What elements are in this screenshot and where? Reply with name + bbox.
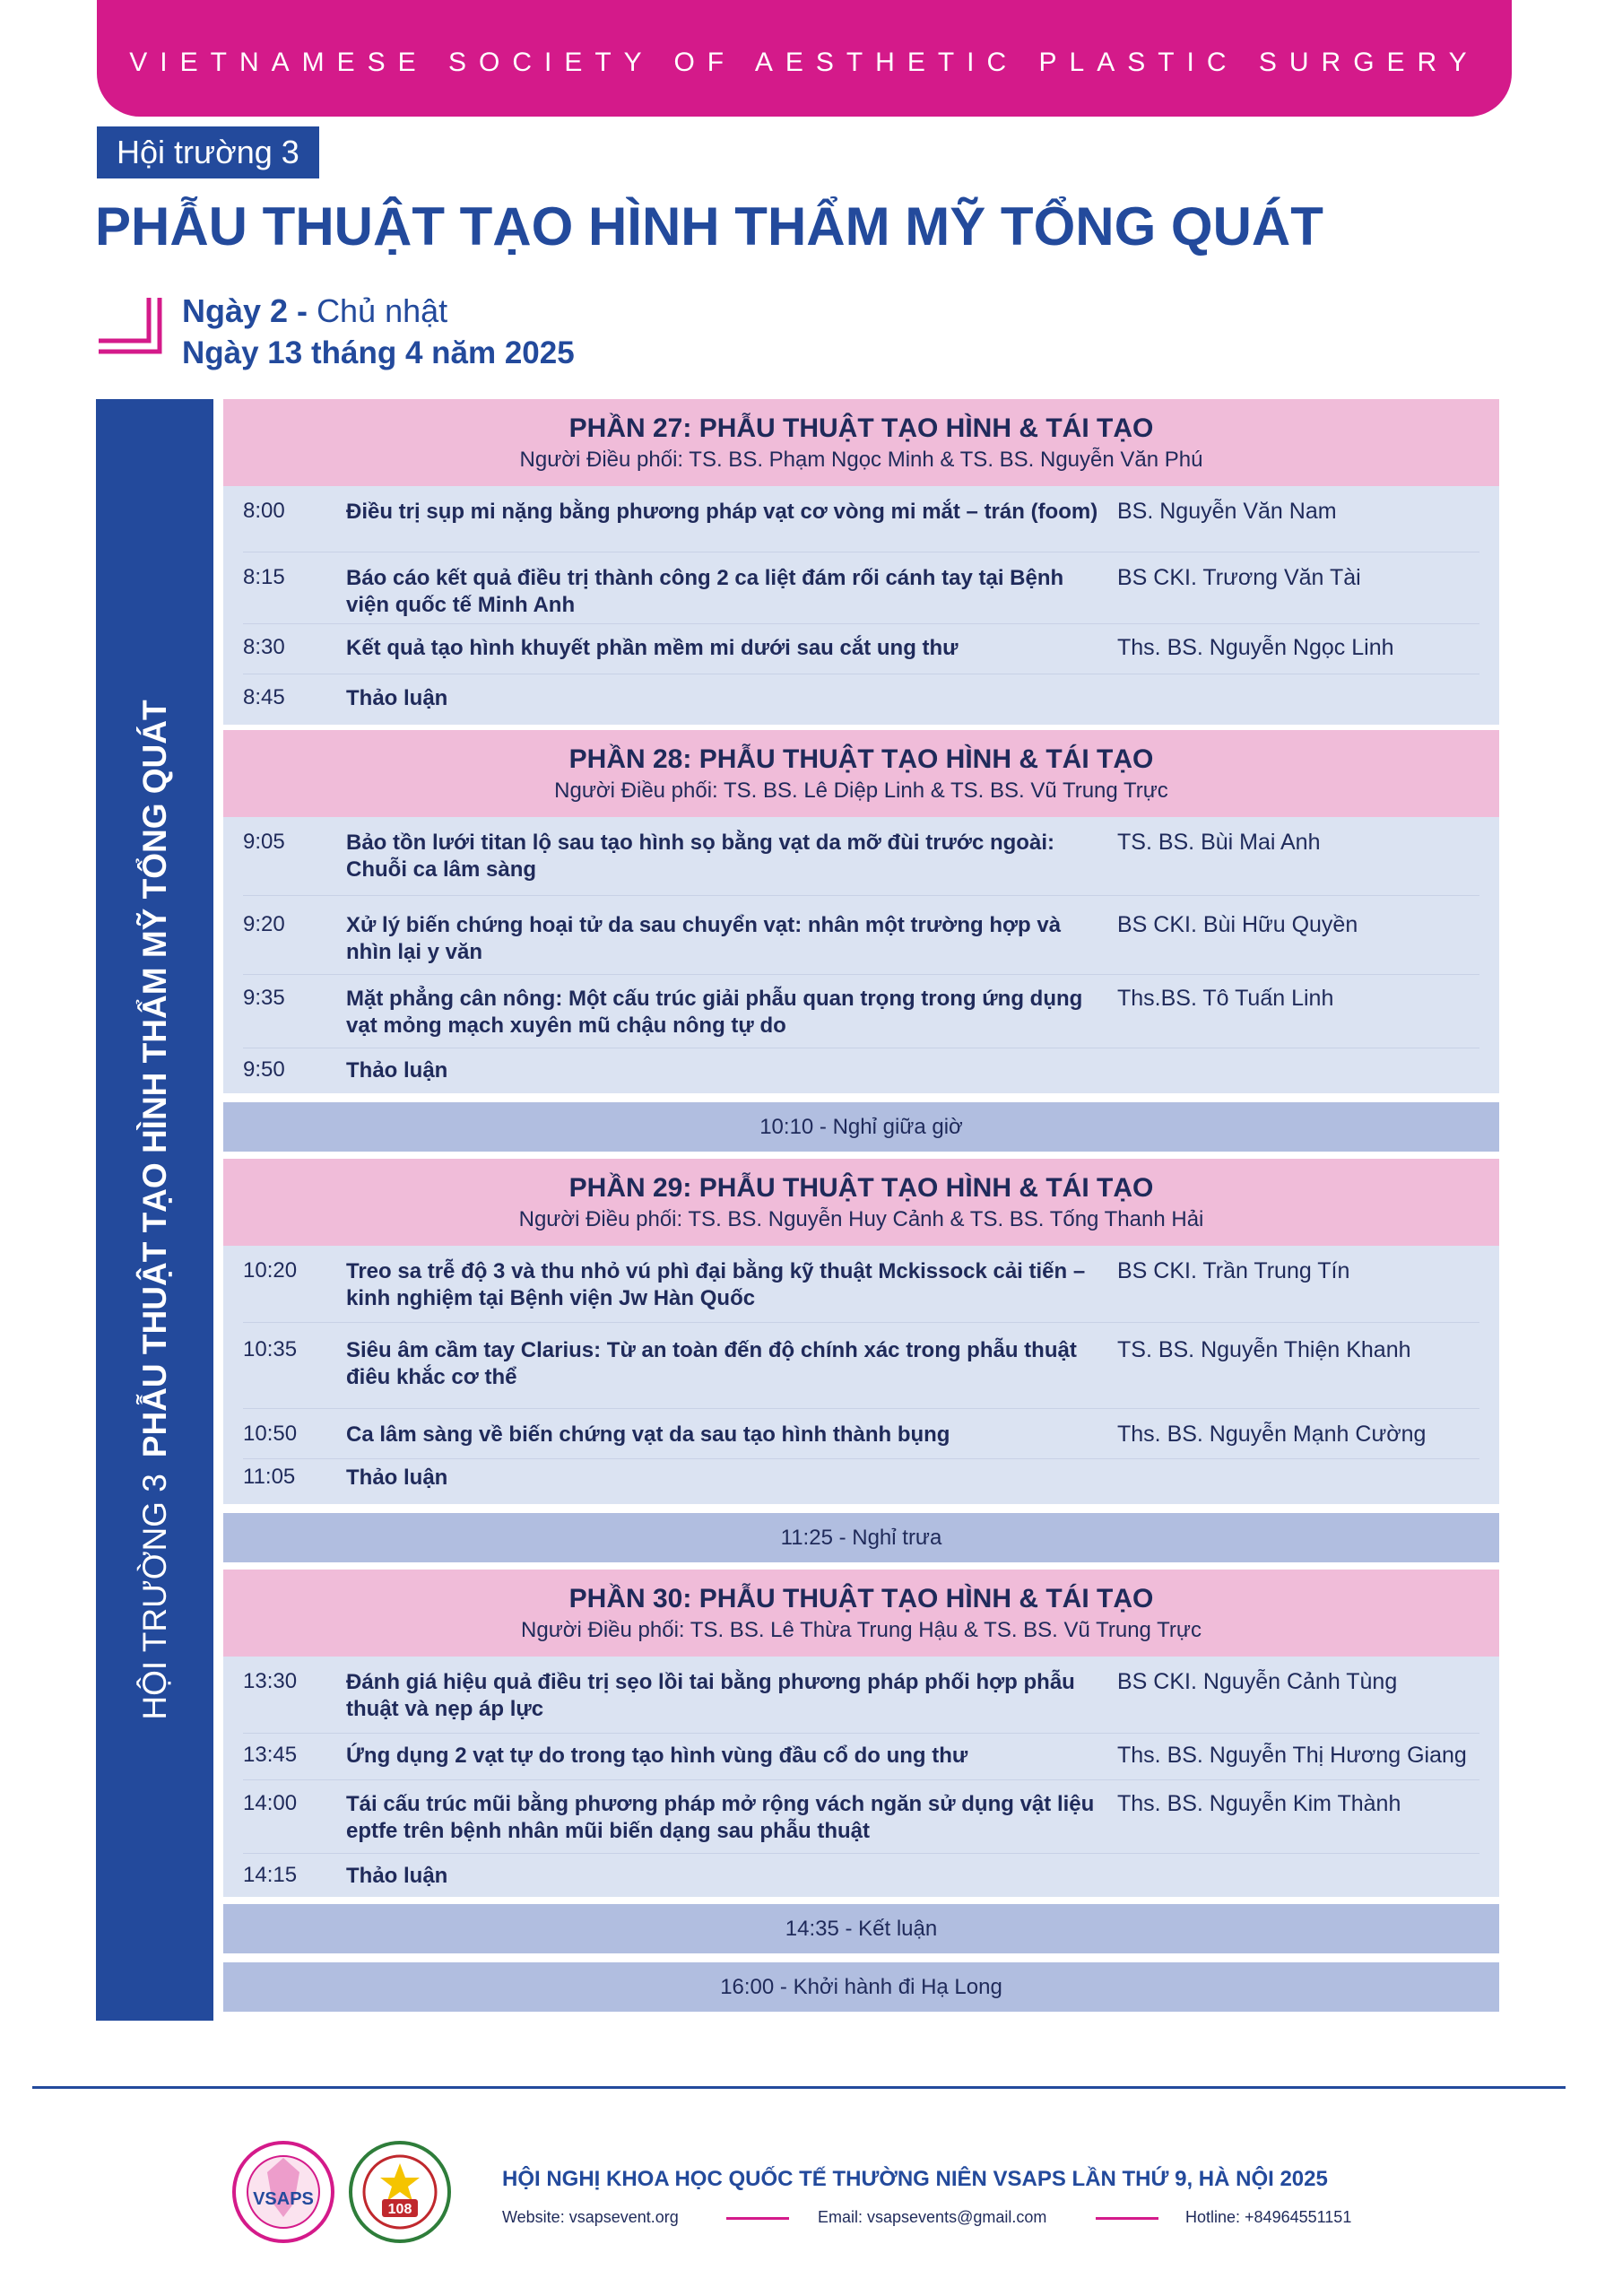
row-speaker: TS. BS. Nguyễn Thiện Khanh	[1117, 1337, 1411, 1362]
session-moderators: Người Điều phối: TS. BS. Nguyễn Huy Cảnh & TS. BS. Tống Thanh Hải	[518, 1206, 1204, 1231]
row-time: 8:45	[243, 685, 285, 709]
side-label	[136, 700, 174, 1719]
row-topic: Tái cấu trúc mũi bằng phương pháp mở rộng vách ngăn sử dụng vật liệu eptfe trên bệnh nhân mũi biến dạng sau phẫu thuật	[346, 1792, 1095, 1843]
row-time: 10:20	[243, 1258, 298, 1283]
row-time: 9:05	[243, 830, 285, 854]
row-speaker: TS. BS. Bùi Mai Anh	[1117, 830, 1321, 855]
session-body	[223, 1657, 1499, 1897]
row-speaker: BS. Nguyễn Văn Nam	[1117, 499, 1337, 524]
row-time: 9:50	[243, 1057, 285, 1082]
row-topic: Bảo tồn lưới titan lộ sau tạo hình sọ bằng vạt da mỡ đùi trước ngoài: Chuỗi ca lâm sàng	[346, 831, 1054, 882]
schedule-row	[243, 1780, 1479, 1854]
side-hall: HỘI TRƯỜNG 3	[135, 1474, 173, 1720]
session-moderators: Người Điều phối: TS. BS. Lê Thừa Trung Hậu & TS. BS. Vũ Trung Trực	[521, 1617, 1202, 1642]
society-name: VIETNAMESE SOCIETY OF AESTHETIC PLASTIC SURGERY	[129, 48, 1479, 77]
schedule-row	[243, 624, 1479, 674]
row-topic: Mặt phẳng cân nông: Một cấu trúc giải phẫu quan trọng trong ứng dụng vạt mỏng mạch xuyên mũ chậu nông tự do	[346, 987, 1083, 1038]
row-speaker: BS CKI. Bùi Hữu Quyền	[1117, 912, 1358, 937]
schedule-row	[243, 1854, 1479, 1897]
hospital-108-logo-icon	[348, 2140, 452, 2244]
session-title: PHẦN 30: PHẪU THUẬT TẠO HÌNH & TÁI TẠO	[568, 1583, 1154, 1613]
weekday: Chủ nhật	[317, 292, 448, 329]
row-time: 11:05	[243, 1465, 296, 1489]
row-topic: Siêu âm cầm tay Clarius: Từ an toàn đến độ chính xác trong phẫu thuật điêu khắc cơ thể	[346, 1338, 1077, 1389]
schedule-row	[243, 1048, 1479, 1093]
row-topic: Kết quả tạo hình khuyết phần mềm mi dưới sau cắt ung thư	[346, 636, 959, 660]
session-moderators: Người Điều phối: TS. BS. Lê Diệp Linh & TS. BS. Vũ Trung Trực	[554, 778, 1168, 803]
session-body	[223, 1246, 1499, 1504]
date-day	[182, 292, 447, 330]
row-topic: Thảo luận	[346, 1058, 448, 1083]
row-time: 13:30	[243, 1669, 298, 1693]
row-time: 14:00	[243, 1791, 298, 1815]
row-time: 14:15	[243, 1863, 298, 1887]
svg-text:VSAPS: VSAPS	[253, 2189, 314, 2209]
session-title: PHẦN 29: PHẪU THUẬT TẠO HÌNH & TÁI TẠO	[568, 1172, 1154, 1203]
session-title: PHẦN 28: PHẪU THUẬT TẠO HÌNH & TÁI TẠO	[568, 744, 1154, 774]
row-time: 8:00	[243, 499, 285, 523]
schedule-row	[243, 975, 1479, 1048]
schedule-row	[243, 1323, 1479, 1409]
day-label: Ngày 2 -	[182, 292, 308, 329]
row-topic: Điều trị sụp mi nặng bằng phương pháp vạt cơ vòng mi mắt – trán (foom)	[346, 500, 1098, 524]
footer-divider	[32, 2086, 1566, 2089]
session-body	[223, 817, 1499, 1093]
corner-bracket-icon	[97, 296, 165, 357]
row-speaker: BS CKI. Trần Trung Tín	[1117, 1258, 1350, 1283]
break-bar: 14:35 - Kết luận	[223, 1904, 1499, 1953]
schedule-row	[243, 1657, 1479, 1734]
row-speaker: Ths. BS. Nguyễn Kim Thành	[1117, 1791, 1401, 1816]
row-time: 10:35	[243, 1337, 298, 1361]
row-topic: Ca lâm sàng về biến chứng vạt da sau tạo hình thành bụng	[346, 1422, 950, 1447]
row-speaker: Ths. BS. Nguyễn Ngọc Linh	[1117, 635, 1394, 660]
schedule-row	[243, 674, 1479, 725]
row-time: 8:30	[243, 635, 285, 659]
session-title: PHẦN 27: PHẪU THUẬT TẠO HÌNH & TÁI TẠO	[568, 413, 1154, 443]
side-bar	[96, 399, 213, 2021]
schedule-row	[243, 817, 1479, 896]
row-time: 8:15	[243, 565, 285, 589]
row-topic: Thảo luận	[346, 686, 448, 710]
footer-website[interactable]: Website: vsapsevent.org	[502, 2208, 679, 2226]
row-topic: Ứng dụng 2 vạt tự do trong tạo hình vùng đầu cổ do ung thư	[346, 1744, 968, 1768]
row-time: 9:35	[243, 986, 285, 1010]
row-topic: Xử lý biến chứng hoại tử da sau chuyển vạt: nhân một trường hợp và nhìn lại y văn	[346, 913, 1062, 964]
schedule-row	[243, 1459, 1479, 1504]
footer-separator	[726, 2217, 789, 2220]
row-topic: Đánh giá hiệu quả điều trị sẹo lồi tai bằng phương pháp phối hợp phẫu thuật và nẹp áp lực	[346, 1670, 1075, 1721]
session-header	[223, 730, 1499, 817]
schedule-row	[243, 1409, 1479, 1459]
session-body	[223, 486, 1499, 725]
schedule-row	[243, 486, 1479, 552]
footer-title: HỘI NGHỊ KHOA HỌC QUỐC TẾ THƯỜNG NIÊN VSAPS LẦN THỨ 9, HÀ NỘI 2025	[502, 2167, 1328, 2191]
footer-separator	[1096, 2217, 1158, 2220]
row-speaker: Ths. BS. Nguyễn Mạnh Cường	[1117, 1422, 1427, 1447]
svg-text:108: 108	[387, 2202, 412, 2217]
row-time: 10:50	[243, 1422, 298, 1446]
row-speaker: Ths.BS. Tô Tuấn Linh	[1117, 986, 1334, 1011]
footer-hotline[interactable]: Hotline: +84964551151	[1185, 2208, 1352, 2226]
row-topic: Thảo luận	[346, 1465, 448, 1490]
schedule-row	[243, 1246, 1479, 1323]
row-time: 9:20	[243, 912, 285, 936]
session-moderators: Người Điều phối: TS. BS. Phạm Ngọc Minh & TS. BS. Nguyễn Văn Phú	[519, 447, 1203, 472]
full-date: Ngày 13 tháng 4 năm 2025	[182, 335, 575, 370]
header-band	[97, 0, 1512, 117]
break-bar: 16:00 - Khởi hành đi Hạ Long	[223, 1962, 1499, 2012]
schedule-row	[243, 896, 1479, 975]
vsaps-logo-icon	[231, 2140, 335, 2244]
session-header	[223, 399, 1499, 486]
footer-email[interactable]: Email: vsapsevents@gmail.com	[818, 2208, 1047, 2226]
page-title: PHẪU THUẬT TẠO HÌNH THẨM MỸ TỔNG QUÁT	[95, 196, 1323, 257]
row-speaker: BS CKI. Nguyễn Cảnh Tùng	[1117, 1669, 1398, 1694]
row-topic: Treo sa trễ độ 3 và thu nhỏ vú phì đại bằng kỹ thuật Mckissock cải tiến – kinh nghiệm tại Bệnh viện Jw Hàn Quốc	[346, 1259, 1086, 1310]
schedule-row	[243, 552, 1479, 624]
side-topic: PHẪU THUẬT TẠO HÌNH THẨM MỸ TỔNG QUÁT	[135, 700, 173, 1458]
row-topic: Báo cáo kết quả điều trị thành công 2 ca liệt đám rối cánh tay tại Bệnh viện quốc tế Minh Anh	[346, 566, 1064, 617]
session-header	[223, 1159, 1499, 1246]
hall-badge: Hội trường 3	[97, 126, 319, 178]
schedule	[223, 399, 1499, 2012]
row-speaker: Ths. BS. Nguyễn Thị Hương Giang	[1117, 1743, 1467, 1768]
break-bar: 10:10 - Nghỉ giữa giờ	[223, 1102, 1499, 1152]
row-time: 13:45	[243, 1743, 298, 1767]
session-header	[223, 1570, 1499, 1657]
schedule-row	[243, 1734, 1479, 1780]
row-topic: Thảo luận	[346, 1864, 448, 1888]
break-bar: 11:25 - Nghỉ trưa	[223, 1513, 1499, 1562]
row-speaker: BS CKI. Trương Văn Tài	[1117, 565, 1361, 590]
